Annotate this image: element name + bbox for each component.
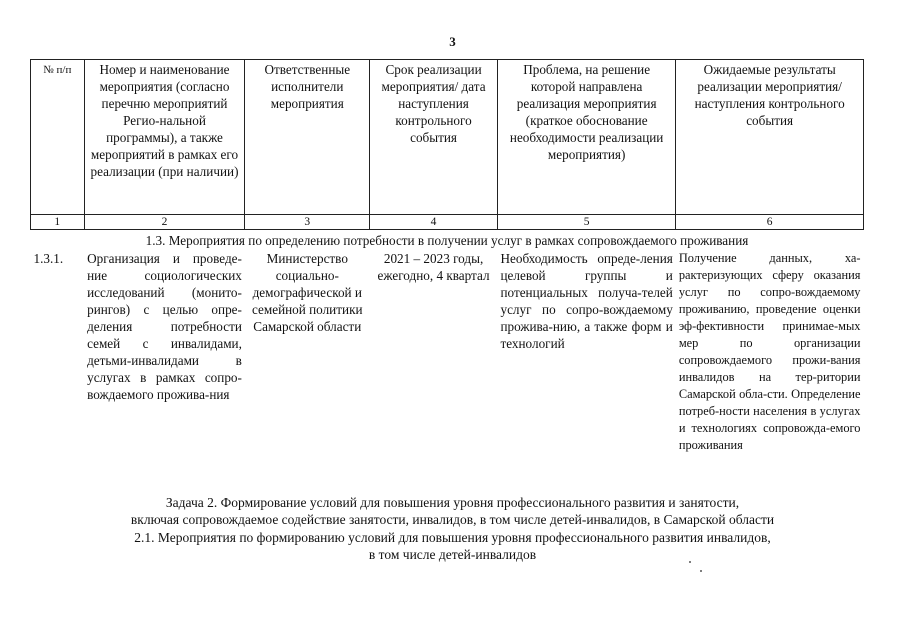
header-problem: Проблема, на решение которой направлена реализация мероприятия (краткое обоснование необходимости реализации мероприятия): [497, 60, 675, 215]
subsection-heading: [0, 529, 905, 563]
subsection-line-2: в том числе детей-инвалидов: [368, 547, 537, 562]
task-heading: [0, 494, 905, 528]
row-results: Получение данных, ха-рактеризующих сферу оказания услуг по сопро-вождаемому проживанию, проведение оценки эф-фективности принимае-мых мер по организации сопровождаемого прожи-вания инвалидов на тер-ритории Самарской обла-сти. Определение потреб-ности населения в услугах и технологиях сопровожда-емого проживания: [678, 251, 861, 452]
column-number: 5: [497, 215, 675, 230]
header-number: № п/п: [31, 60, 85, 215]
column-number: 2: [84, 215, 245, 230]
column-number: 1: [31, 215, 85, 230]
task-line-2: включая сопровождаемое содействие занятости, инвалидов, в том числе детей-инвалидов, в Самарской области: [130, 512, 775, 527]
section-title: 1.3. Мероприятия по определению потребности в получении услуг в рамках сопровождаемого проживания: [145, 233, 749, 248]
table-row: [31, 249, 864, 455]
header-term: Срок реализации мероприятия/ дата наступления контрольного события: [370, 60, 498, 215]
column-number-row: [31, 215, 864, 230]
row-executors: Министерство социально-демографической и семейной политики Самарской области: [252, 251, 363, 334]
table-header-row: [31, 60, 864, 215]
row-number: 1.3.1.: [33, 251, 64, 266]
row-term: 2021 – 2023 годы, ежегодно, 4 квартал: [377, 251, 490, 283]
scan-speck: [689, 561, 691, 563]
header-executors: Ответственные исполнители мероприятия: [245, 60, 370, 215]
page-number: 3: [449, 34, 456, 49]
column-number: 3: [245, 215, 370, 230]
column-number: 4: [370, 215, 498, 230]
header-name: Номер и наименование мероприятия (согласно перечню мероприятий Регио-нальной программы), а также мероприятий в рамках его реализации (при наличии): [84, 60, 245, 215]
activities-table: [30, 59, 864, 455]
row-name: Организация и проведе-ние социологических исследований (монито-рингов) с целью опре-деления потребности семей с инвалидами, детьми-инвалидами в услугах в рамках сопро-вождаемого прожива-ния: [87, 251, 242, 402]
row-problem: Необходимость опреде-ления целевой группы и потенциальных получа-телей услуг по сопро-вождаемому прожива-нию, а также форм и технологий: [500, 251, 673, 351]
task-line-1: Задача 2. Формирование условий для повышения уровня профессионального развития и занятости,: [165, 495, 740, 510]
subsection-line-1: 2.1. Мероприятия по формированию условий для повышения уровня профессионального развития инвалидов,: [134, 530, 771, 545]
section-row: [31, 230, 864, 250]
column-number: 6: [676, 215, 864, 230]
header-results: Ожидаемые результаты реализации мероприятия/ наступления контрольного события: [676, 60, 864, 215]
scan-speck: [700, 570, 702, 572]
